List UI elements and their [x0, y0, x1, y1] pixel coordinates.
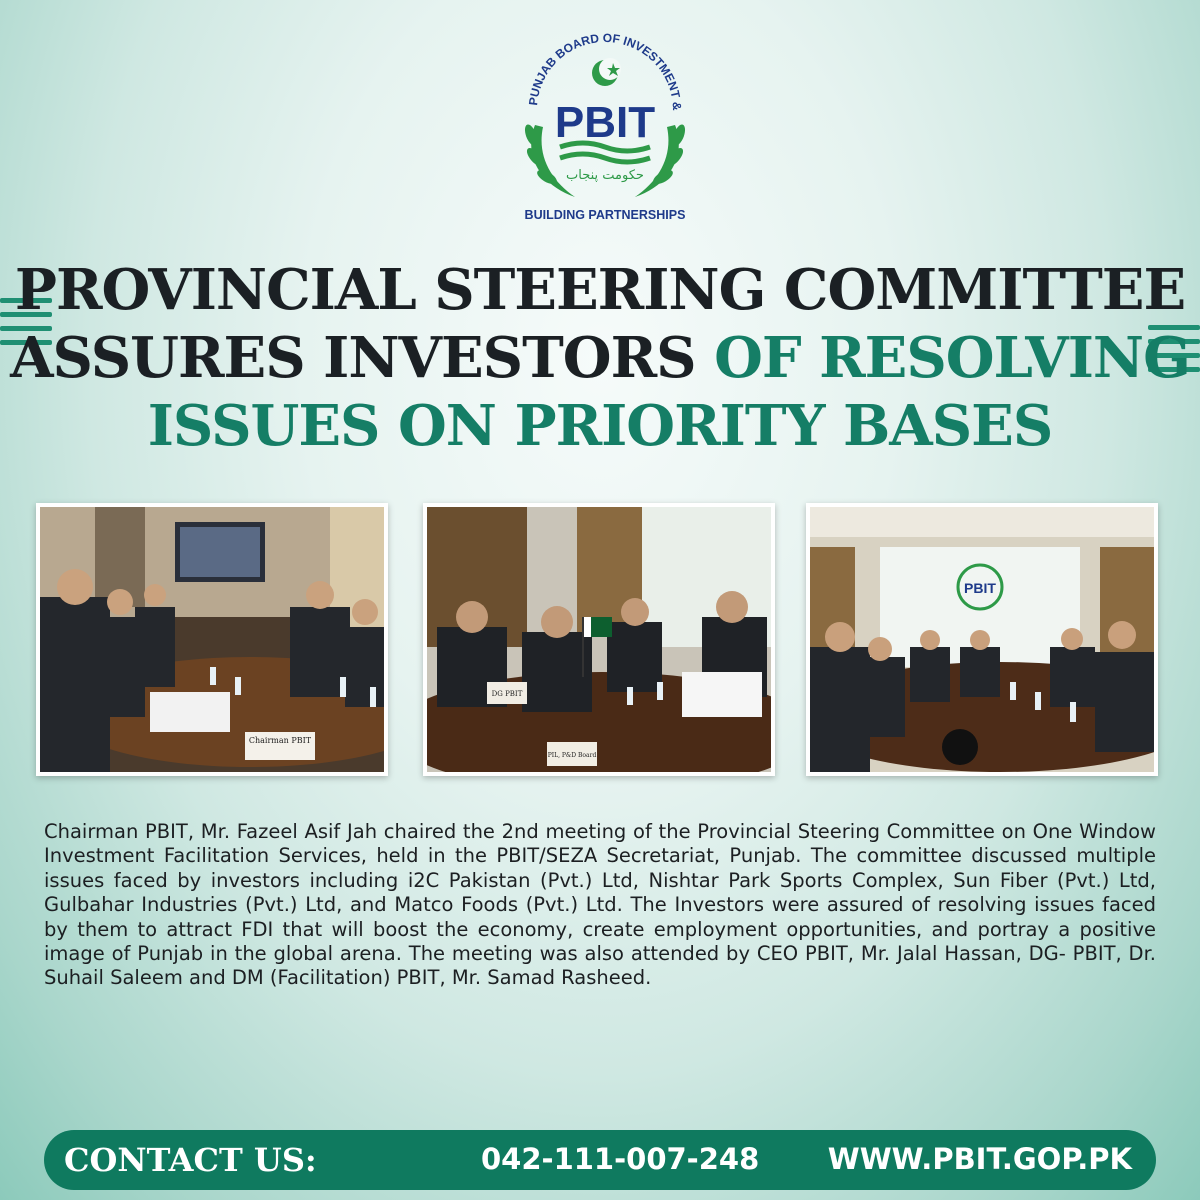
photo-strip — [0, 503, 1200, 776]
placard-pnd: PIL, P&D Board — [547, 752, 597, 759]
article-body: Chairman PBIT, Mr. Fazeel Asif Jah chaired the 2nd meeting of the Provincial Steering Committee on One Window Investment Facilitation Services, held in the PBIT/SEZA Secretariat, Punjab. The committee discussed multiple issues faced by investors including i2C Pakistan (Pvt.) Ltd, Nishtar Park Sports Complex, Sun Fiber (Pvt.) Ltd, Gulbahar Industries (Pvt.) Ltd, and Matco Foods (Pvt.) Ltd. The Investors were assured of resolving issues faced by them to attract FDI that will boost the economy, create employment opportunities, and portray a positive image of Punjab in the global arena. The meeting was also attended by CEO PBIT, Mr. Jalal Hassan, DG- PBIT, Dr. Suhail Saleem and DM (Facilitation) PBIT, Mr. Samad Rasheed. — [44, 820, 1156, 990]
meeting-photo-1 — [36, 503, 388, 776]
meeting-photo-3 — [806, 503, 1158, 776]
contact-phone[interactable]: 042-111-007-248 — [481, 1142, 760, 1176]
headline-line-2-dark: ASSURES INVESTORS — [10, 325, 696, 391]
svg-text:PUNJAB BOARD OF INVESTMENT & T — [505, 15, 684, 111]
contact-website[interactable]: WWW.PBIT.GOP.PK — [827, 1142, 1132, 1176]
headline-line-1: PROVINCIAL STEERING COMMITTEE — [14, 257, 1186, 323]
headline — [0, 257, 1200, 466]
headline-line-2-green: OF RESOLVING — [714, 325, 1190, 391]
headline-line-3: ISSUES ON PRIORITY BASES — [147, 393, 1053, 459]
contact-label: CONTACT US: — [64, 1141, 317, 1179]
logo-tagline: BUILDING PARTNERSHIPS — [524, 208, 686, 222]
crescent-star-icon — [592, 58, 621, 86]
placard-dg: DG PBIT — [491, 690, 523, 698]
logo-ring-text: PUNJAB BOARD OF INVESTMENT & — [526, 30, 685, 111]
logo-acronym: PBIT — [554, 98, 656, 147]
logo-urdu-text: حکومت پنجاب — [566, 168, 644, 183]
headline-line-2 — [0, 325, 1200, 398]
banner-pbit: PBIT — [964, 580, 996, 596]
pbit-logo — [505, 15, 705, 227]
meeting-photo-2 — [423, 503, 775, 776]
placard-chairman: Chairman PBIT — [248, 736, 312, 745]
contact-bar — [44, 1130, 1156, 1190]
